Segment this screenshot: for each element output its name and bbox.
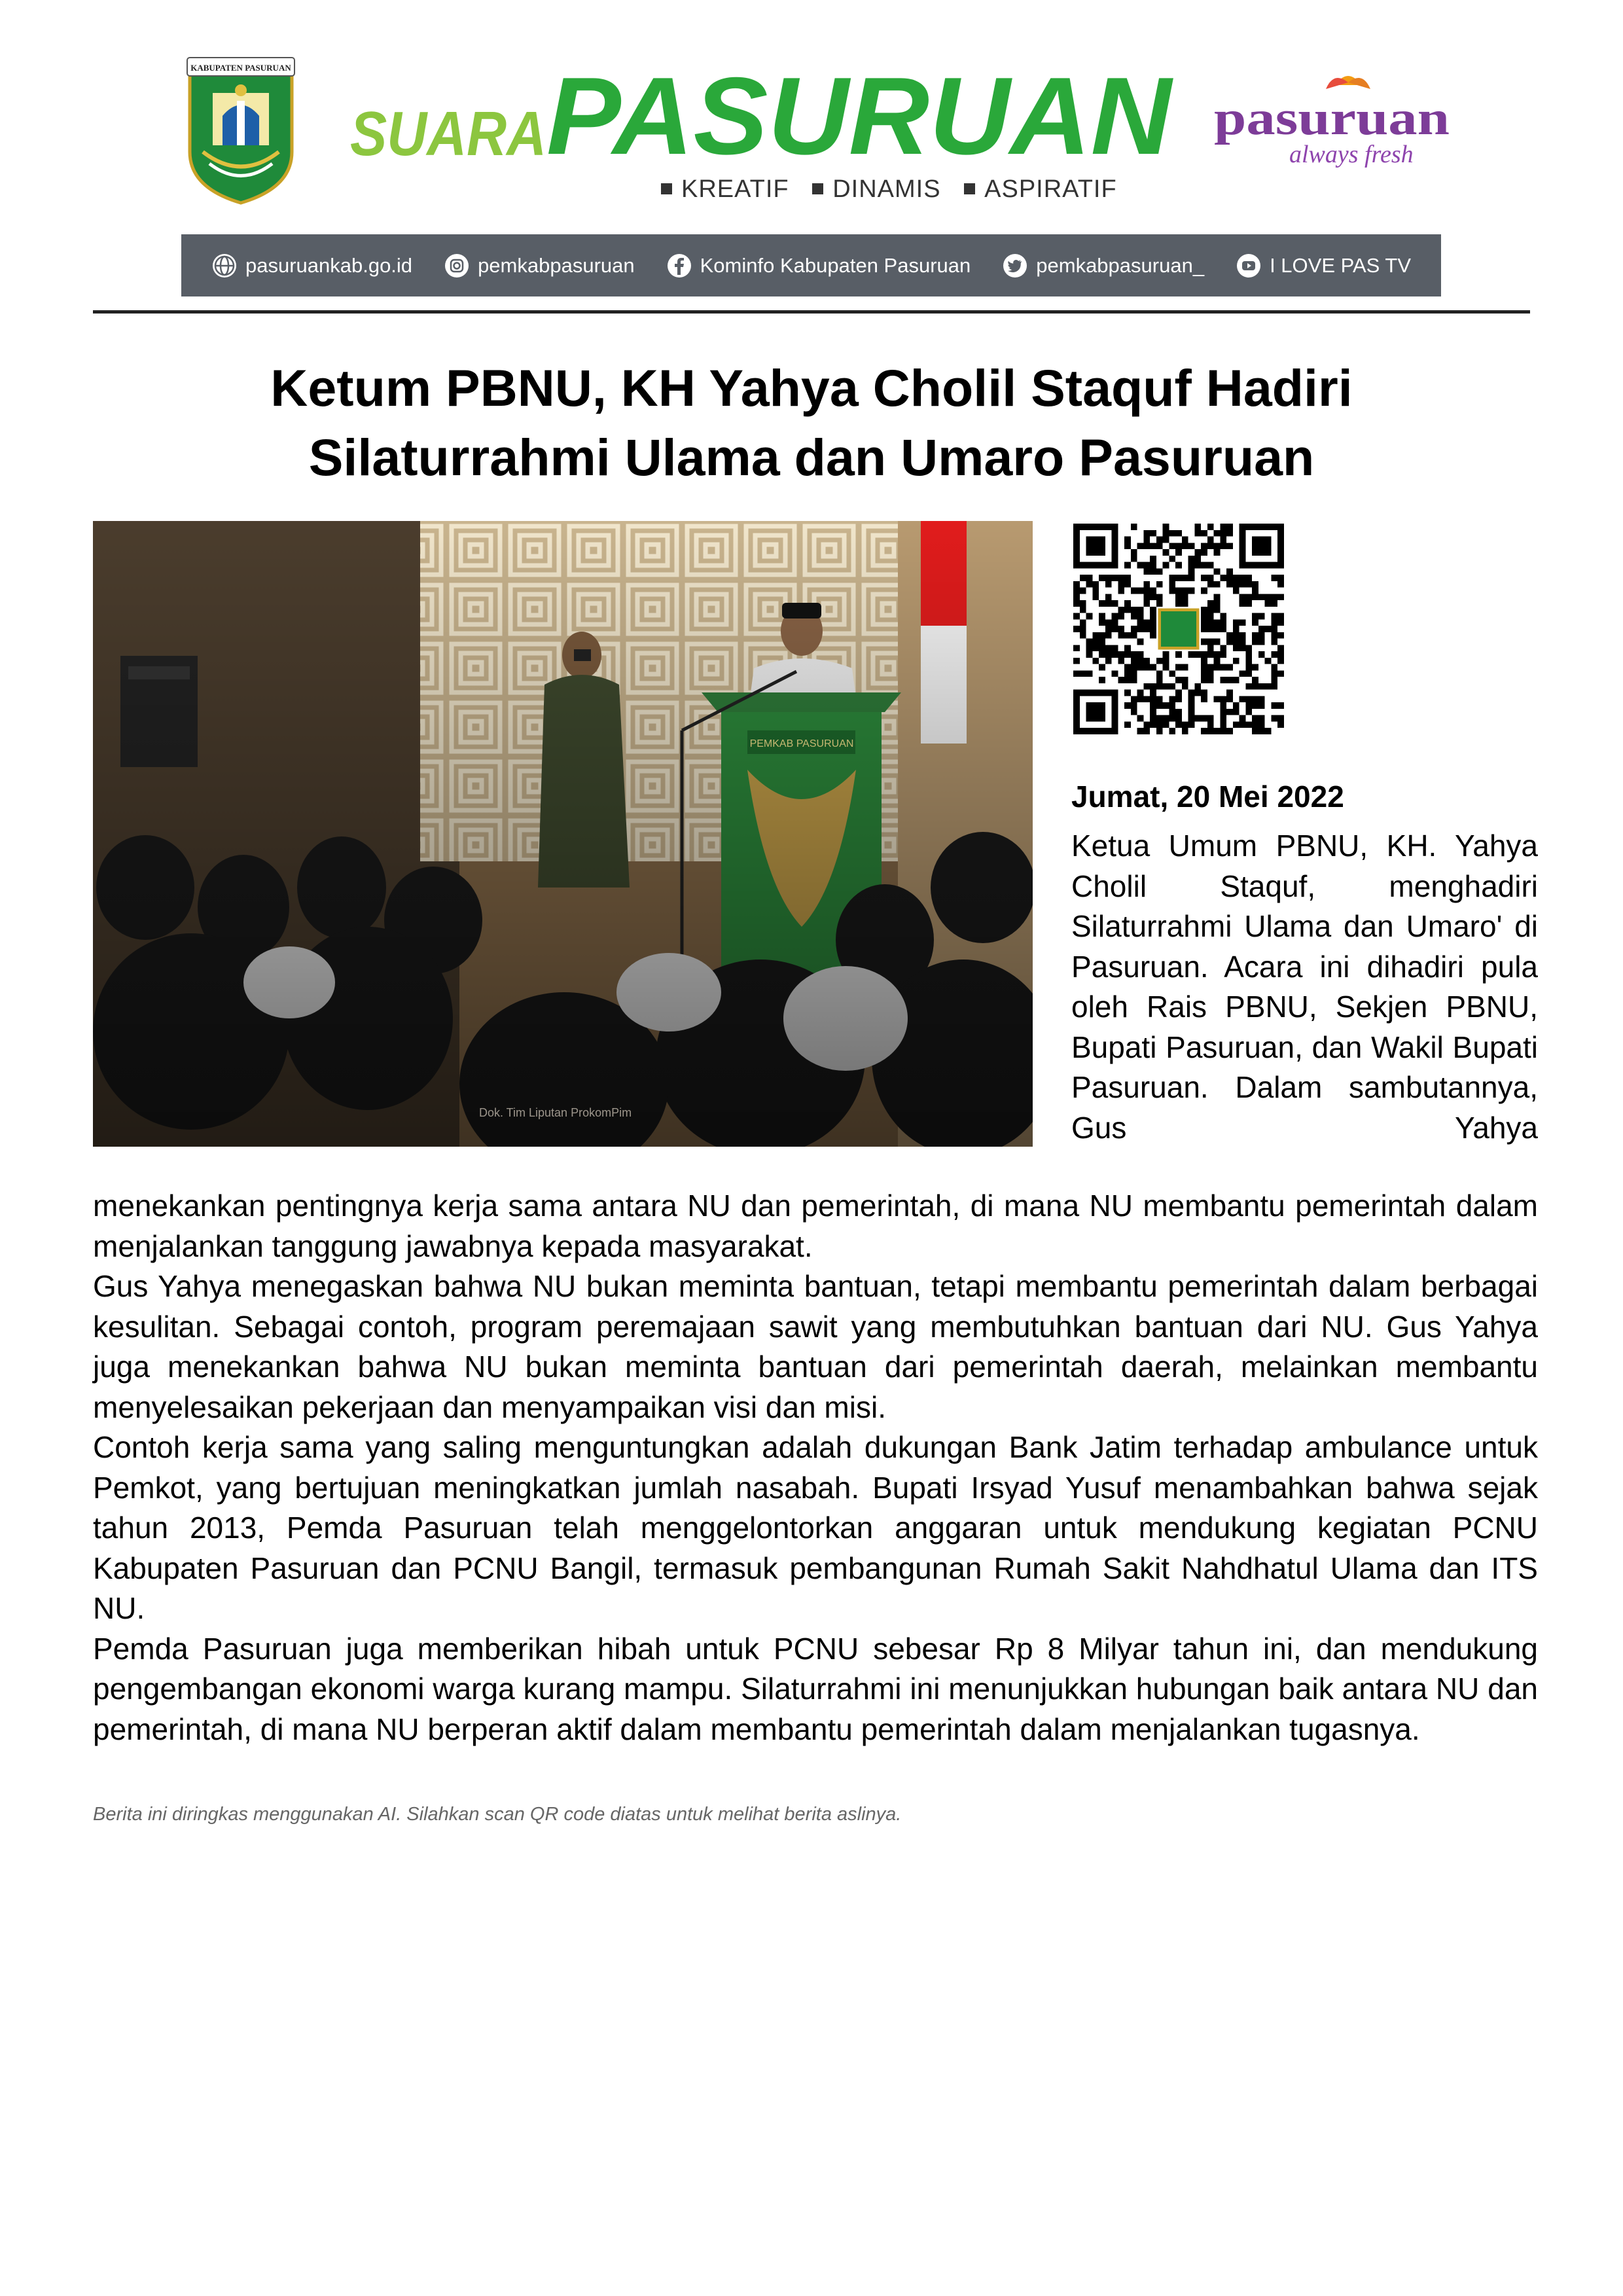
social-media-bar: [181, 234, 1441, 296]
crest-caption: KABUPATEN PASURUAN: [190, 63, 291, 73]
social-instagram[interactable]: [444, 253, 635, 279]
paragraph-1-end: menekankan pentingnya kerja sama antara NU dan pemerintah, di mana NU membantu pemerintah dalam menjalankan tanggung jawabnya kepada masyarakat.: [93, 1189, 1538, 1263]
social-facebook[interactable]: [666, 253, 971, 279]
masthead-prefix: SUARA: [350, 99, 546, 169]
ai-summary-footnote: Berita ini diringkas menggunakan AI. Silahkan scan QR code diatas untuk melihat berita aslinya.: [93, 1804, 902, 1825]
brand-name: pasuruan: [1214, 92, 1450, 145]
qr-center-logo: [1160, 610, 1198, 649]
social-label: I LOVE PAS TV: [1270, 253, 1412, 277]
article-body: [93, 1186, 1538, 1749]
social-label: Kominfo Kabupaten Pasuruan: [700, 253, 971, 277]
photo-caption: Dok. Tim Liputan ProkomPim: [479, 1106, 632, 1119]
social-website[interactable]: [211, 253, 412, 279]
kabupaten-crest-logo: [183, 54, 298, 206]
globe-icon: [211, 253, 238, 279]
header-divider: [93, 310, 1530, 314]
instagram-icon: [444, 253, 470, 279]
article-date: Jumat, 20 Mei 2022: [1071, 780, 1344, 814]
social-label: pasuruankab.go.id: [245, 253, 413, 277]
title-line-2: Silaturrahmi Ulama dan Umaro Pasuruan: [308, 428, 1315, 486]
facebook-icon: [666, 253, 692, 279]
social-twitter[interactable]: [1002, 253, 1204, 279]
youtube-icon: [1236, 253, 1262, 279]
paragraph-2: Gus Yahya menegaskan bahwa NU bukan meminta bantuan, tetapi membantu pemerintah dalam berbagai kesulitan. Sebagai contoh, program peremajaan sawit yang membutuhkan bantuan dari NU. Gus Yahya juga menekankan bahwa NU bukan meminta bantuan dari pemerintah daerah, melainkan membantu menyelesaikan pekerjaan dan menyampaikan visi dan misi.: [93, 1269, 1538, 1424]
tagline-word: DINAMIS: [832, 175, 941, 203]
twitter-icon: [1002, 253, 1028, 279]
article-intro-column: [1071, 826, 1538, 1148]
brand-slogan: always fresh: [1289, 141, 1414, 168]
social-youtube[interactable]: [1236, 253, 1411, 279]
masthead-tagline: [661, 175, 1117, 204]
suara-pasuruan-masthead: [350, 56, 1175, 180]
paragraph-3: Contoh kerja sama yang saling menguntungkan adalah dukungan Bank Jatim terhadap ambulance untuk Pemkot, yang bertujuan meningkatkan jumlah nasabah. Bupati Irsyad Yusuf menambahkan bahwa sejak tahun 2013, Pemda Pasuruan telah menggelontorkan anggaran untuk mendukung kegiatan PCNU Kabupaten Pasuruan dan PCNU Bangil, termasuk pembangunan Rumah Sakit Nahdhatul Ulama dan ITS NU.: [93, 1430, 1538, 1625]
paragraph-4: Pemda Pasuruan juga memberikan hibah untuk PCNU sebesar Rp 8 Milyar tahun ini, dan mendukung pengembangan ekonomi warga kurang mampu. Silaturrahmi ini menunjukkan hubungan baik antara NU dan pemerintah, di mana NU berperan aktif dalam membantu pemerintah dalam menjalankan tugasnya.: [93, 1631, 1538, 1746]
masthead-main: PASURUAN: [546, 56, 1174, 177]
article-title: [93, 353, 1530, 492]
paragraph-1-start: Ketua Umum PBNU, KH. Yahya Cholil Staquf, menghadiri Silaturrahmi Ulama dan Umaro' di Pasuruan. Acara ini dihadiri pula oleh Rais PBNU, Sekjen PBNU, Bupati Pasuruan, dan Wakil Bupati Pasuruan. Dalam sambutannya, Gus Yahya: [1071, 829, 1538, 1145]
pasuruan-always-fresh-logo: [1214, 65, 1450, 180]
social-label: pemkabpasuruan_: [1036, 253, 1205, 277]
tagline-word: KREATIF: [681, 175, 789, 203]
title-line-1: Ketum PBNU, KH Yahya Cholil Staquf Hadiri: [270, 359, 1353, 417]
social-label: pemkabpasuruan: [478, 253, 635, 277]
tagline-word: ASPIRATIF: [984, 175, 1117, 203]
article-photo: [93, 521, 1033, 1147]
qr-code[interactable]: [1073, 524, 1284, 734]
